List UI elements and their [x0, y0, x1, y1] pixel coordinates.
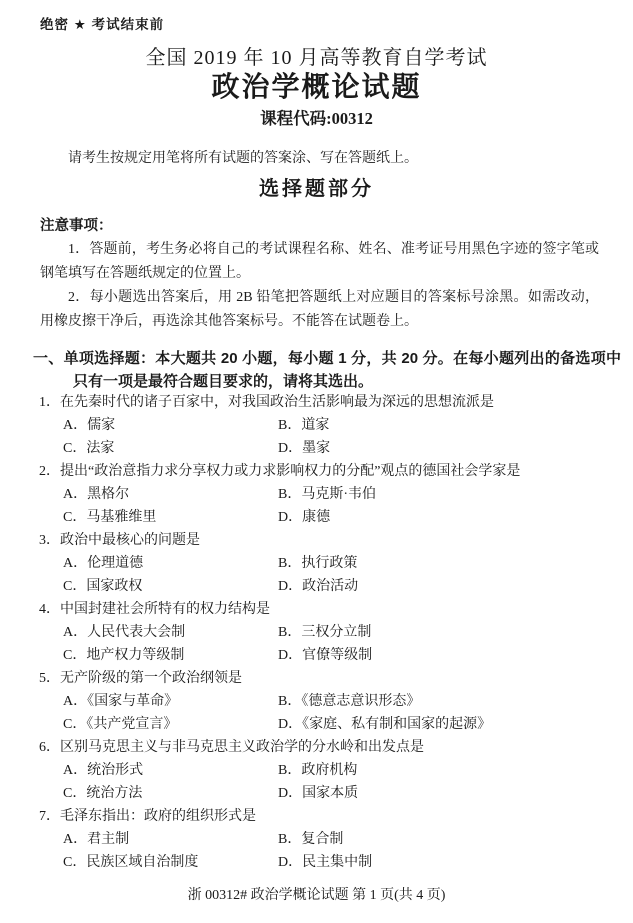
option: A．伦理道德: [63, 556, 144, 571]
option: B．马克斯·韦伯: [278, 487, 376, 502]
option-grid: [39, 621, 607, 667]
answer-sheet-instruction: 请考生按规定用笔将所有试题的答案涂、写在答题纸上。: [68, 149, 418, 165]
option-grid: [39, 414, 607, 460]
section-title: 选择题部分: [259, 178, 374, 200]
secrecy-label: 绝密 ★ 考试结束前: [40, 17, 165, 32]
paper-title: 政治学概论试题: [211, 71, 422, 102]
option-grid: [39, 690, 607, 736]
option: D．民主集中制: [278, 855, 373, 870]
question: [39, 667, 607, 736]
option: C．国家政权: [63, 579, 143, 594]
note-item: 1．答题前，考生务必将自己的考试课程名称、姓名、准考证号用黑色字迹的签字笔或钢笔填写在答题纸规定的位置上。: [40, 242, 599, 281]
option: C．民族区域自治制度: [63, 855, 199, 870]
exam-title: 全国 2019 年 10 月高等教育自学考试: [145, 47, 488, 69]
note-item: 2．每小题选出答案后，用 2B 铅笔把答题纸上对应题目的答案标号涂黑。如需改动，用橡皮擦干净后，再选涂其他答案标号。不能答在试题卷上。: [40, 290, 599, 329]
option: B．三权分立制: [278, 625, 372, 640]
option: D．国家本质: [278, 786, 359, 801]
notes-heading: 注意事项：: [40, 218, 113, 234]
option: C．马基雅维里: [63, 510, 157, 525]
option: A．黑格尔: [63, 487, 130, 502]
question-text: 4．中国封建社会所特有的权力结构是: [39, 602, 270, 617]
question-text: 1．在先秦时代的诸子百家中，对我国政治生活影响最为深远的思想流派是: [39, 395, 494, 410]
option: B．道家: [278, 418, 330, 433]
option: D．墨家: [278, 441, 331, 456]
option: B．执行政策: [278, 556, 358, 571]
question-list: [39, 391, 607, 874]
question: [39, 529, 607, 598]
notes-block: [40, 214, 599, 334]
option: C．地产权力等级制: [63, 648, 185, 663]
part-heading: 一、单项选择题：本大题共 20 小题，每小题 1 分，共 20 分。在每小题列出的备选项中只有一项是最符合题目要求的，请将其选出。: [33, 350, 621, 390]
option: A．人民代表大会制: [63, 625, 186, 640]
question-text: 5．无产阶级的第一个政治纲领是: [39, 671, 242, 686]
option: D．《家庭、私有制和国家的起源》: [278, 717, 492, 732]
question-text: 2．提出“政治意指力求分享权力或力求影响权力的分配”观点的德国社会学家是: [39, 464, 521, 479]
question-text: 6．区别马克思主义与非马克思主义政治学的分水岭和出发点是: [39, 740, 424, 755]
option: C．《共产党宣言》: [63, 717, 178, 732]
question: [39, 598, 607, 667]
option: D．官僚等级制: [278, 648, 373, 663]
option: A．统治形式: [63, 763, 144, 778]
page-footer: 浙 00312# 政治学概论试题 第 1 页(共 4 页): [187, 888, 446, 903]
option: A．《国家与革命》: [63, 694, 179, 709]
question: [39, 391, 607, 460]
course-code: 课程代码:00312: [260, 109, 373, 128]
question: [39, 805, 607, 874]
option-grid: [39, 759, 607, 805]
option: C．法家: [63, 441, 115, 456]
option-grid: [39, 552, 607, 598]
question-text: 3．政治中最核心的问题是: [39, 533, 200, 548]
option: B．政府机构: [278, 763, 358, 778]
question-text: 7．毛泽东指出：政府的组织形式是: [39, 809, 256, 824]
option: D．政治活动: [278, 579, 359, 594]
option: A．君主制: [63, 832, 130, 847]
question: [39, 736, 607, 805]
option: B．复合制: [278, 832, 344, 847]
option-grid: [39, 828, 607, 874]
option: C．统治方法: [63, 786, 143, 801]
option: D．康德: [278, 510, 331, 525]
option: B．《德意志意识形态》: [278, 694, 421, 709]
option: A．儒家: [63, 418, 116, 433]
option-grid: [39, 483, 607, 529]
question: [39, 460, 607, 529]
